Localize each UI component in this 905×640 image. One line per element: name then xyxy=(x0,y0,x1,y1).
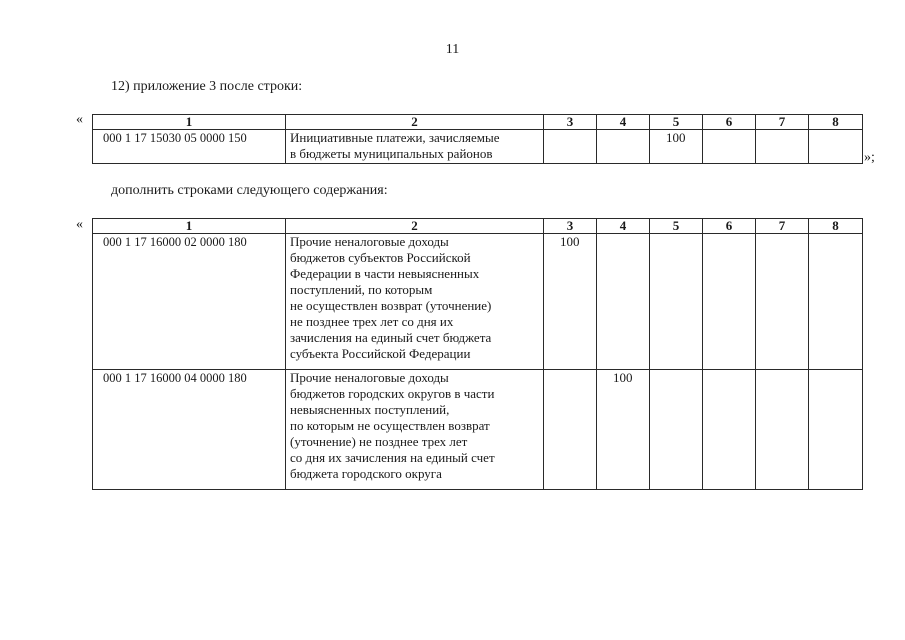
description-cell: Прочие неналоговые доходы бюджетов субъектов Российской Федерации в части невыясненных поступлений, по которым не осуществлен возврат (уточнение) не позднее трех лет со дня их зачисления на единый счет бюджета субъекта Российской Федерации xyxy=(286,234,544,370)
value-cell-3 xyxy=(544,130,597,164)
value-cell-8 xyxy=(809,370,863,490)
page-number: 11 xyxy=(445,42,460,57)
existing-row-table xyxy=(92,114,863,164)
value-cell-3 xyxy=(544,370,597,490)
value-cell-6 xyxy=(703,370,756,490)
value-cell-4 xyxy=(597,234,650,370)
opening-quote-1: « xyxy=(76,112,83,127)
budget-code-cell: 000 1 17 16000 04 0000 180 xyxy=(93,370,286,490)
header-cell: 6 xyxy=(703,219,756,234)
table-header-row xyxy=(93,219,863,234)
budget-code-cell: 000 1 17 15030 05 0000 150 xyxy=(93,130,286,164)
header-cell: 3 xyxy=(544,115,597,130)
value-cell-7 xyxy=(756,370,809,490)
header-cell: 2 xyxy=(286,219,544,234)
header-cell: 8 xyxy=(809,219,863,234)
value-cell-8 xyxy=(809,130,863,164)
header-cell: 1 xyxy=(93,219,286,234)
amendment-intro-text: 12) приложение 3 после строки: xyxy=(111,79,303,94)
header-cell: 2 xyxy=(286,115,544,130)
description-cell: Инициативные платежи, зачисляемые в бюджеты муниципальных районов xyxy=(286,130,544,164)
header-cell: 5 xyxy=(650,219,703,234)
addition-intro-text: дополнить строками следующего содержания: xyxy=(111,183,388,198)
header-cell: 8 xyxy=(809,115,863,130)
value-cell-7 xyxy=(756,130,809,164)
description-cell: Прочие неналоговые доходы бюджетов городских округов в части невыясненных поступлений, по которым не осуществлен возврат (уточнение) не позднее трех лет со дня их зачисления на единый счет бюджета городского округа xyxy=(286,370,544,490)
value-cell-4 xyxy=(597,130,650,164)
header-cell: 3 xyxy=(544,219,597,234)
value-cell-5: 100 xyxy=(650,130,703,164)
value-cell-7 xyxy=(756,234,809,370)
table-row xyxy=(93,370,863,490)
header-cell: 7 xyxy=(756,219,809,234)
closing-quote: »; xyxy=(864,150,875,165)
value-cell-6 xyxy=(703,130,756,164)
table-row xyxy=(93,130,863,164)
header-cell: 7 xyxy=(756,115,809,130)
table-header-row xyxy=(93,115,863,130)
header-cell: 1 xyxy=(93,115,286,130)
value-cell-4: 100 xyxy=(597,370,650,490)
value-cell-8 xyxy=(809,234,863,370)
value-cell-5 xyxy=(650,234,703,370)
header-cell: 6 xyxy=(703,115,756,130)
budget-code-cell: 000 1 17 16000 02 0000 180 xyxy=(93,234,286,370)
value-cell-6 xyxy=(703,234,756,370)
table-row xyxy=(93,234,863,370)
opening-quote-2: « xyxy=(76,217,83,232)
new-rows-table xyxy=(92,218,863,490)
header-cell: 4 xyxy=(597,115,650,130)
header-cell: 4 xyxy=(597,219,650,234)
value-cell-5 xyxy=(650,370,703,490)
header-cell: 5 xyxy=(650,115,703,130)
value-cell-3: 100 xyxy=(544,234,597,370)
